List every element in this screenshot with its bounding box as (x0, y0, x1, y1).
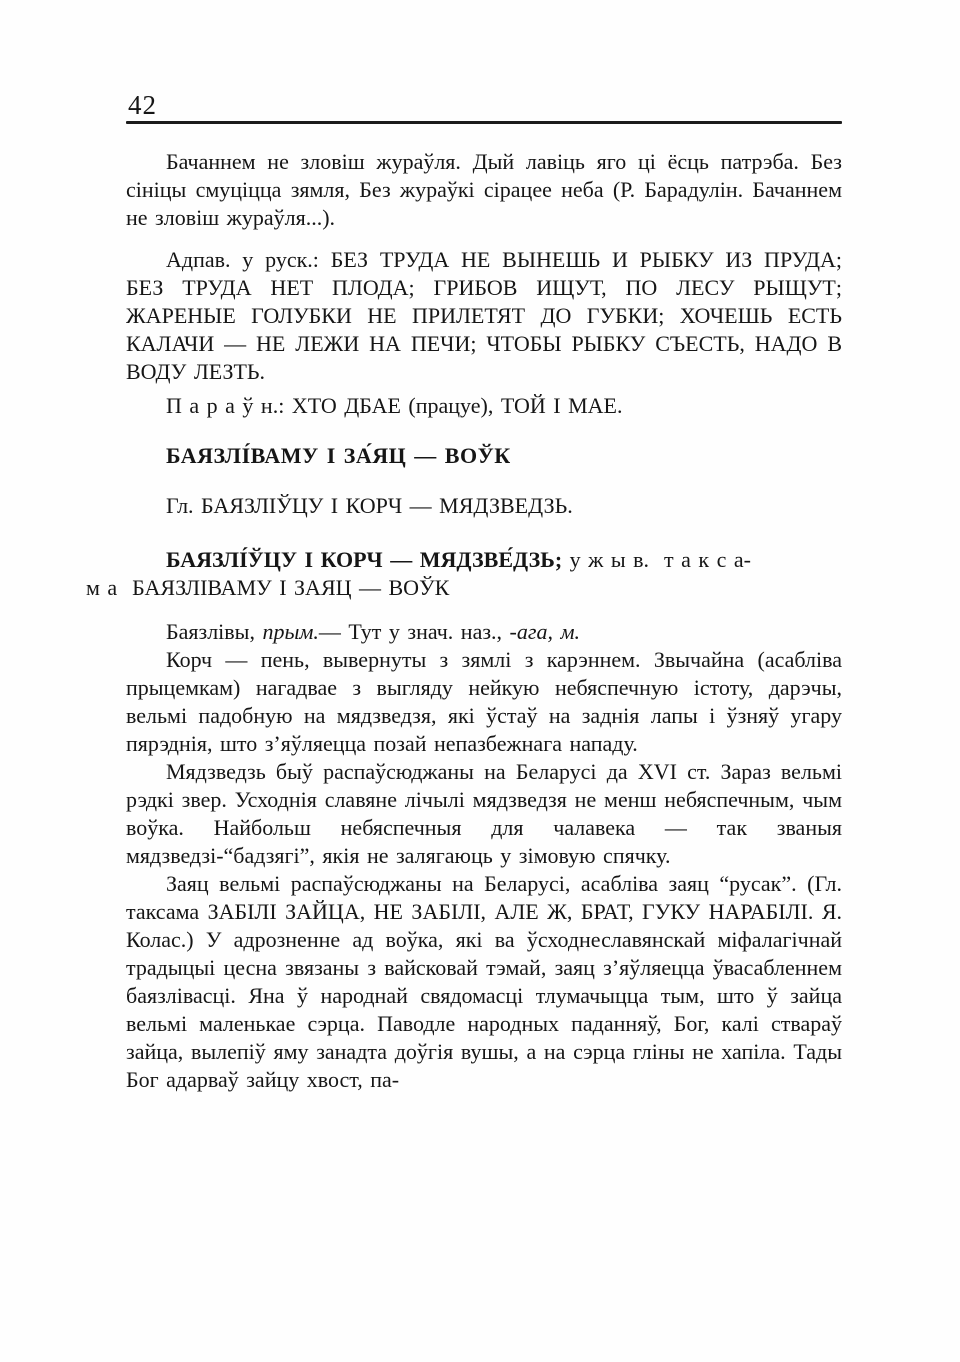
gloss-middle: — Тут у знач. наз., (318, 619, 510, 644)
comparison-line (126, 392, 842, 420)
gloss-ending: -ага, м. (509, 619, 580, 644)
entry-heading-bayazlivamu (126, 442, 842, 470)
gloss-word: Баязлівы, (166, 619, 263, 644)
proverb-quote-paragraph (126, 148, 842, 232)
russian-equivalents-text: БЕЗ ТРУДА НЕ ВЫНЕШЬ И РЫБКУ ИЗ ПРУДА; БЕЗ ТРУДА НЕТ ПЛОДА; ГРИБОВ ИЩУТ, ПО ЛЕСУ РЫЩУТ; ЖАРЕНЫЕ ГОЛУБКИ НЕ ПРИЛЕТЯТ ДО ГУБКИ; ХОЧЕШЬ ЕСТЬ КАЛАЧИ — НЕ ЛЕЖИ НА ПЕЧИ; ЧТОБЫ РЫБКУ СЪЕСТЬ, НАДО В ВОДУ ЛЕЗТЬ. (126, 247, 842, 384)
cross-reference-line (126, 492, 842, 520)
entry-heading-bayazlivamu-text: БАЯЗЛІ́ВАМУ І ЗА́ЯЦ — ВОЎК (166, 443, 511, 468)
cross-reference-text: Гл. БАЯЗЛІЎЦУ І КОРЧ — МЯДЗВЕДЗЬ. (166, 493, 573, 518)
comparison-label: П а р а ў н.: (166, 393, 292, 418)
page-content (86, 90, 842, 1094)
page-number: 42 (128, 90, 157, 120)
text-column (86, 148, 842, 1094)
korch-paragraph (126, 646, 842, 758)
usage-note-line2: м а БАЯЗЛІВАМУ І ЗАЯЦ — ВОЎК (86, 575, 450, 600)
header-rule (126, 121, 842, 124)
hare-paragraph-text: Заяц вельмі распаўсюджаны на Беларусі, асабліва заяц “русак”. (Гл. таксама ЗАБІЛІ ЗАЙЦА, НЕ ЗАБІЛІ, АЛЕ Ж, БРАТ, ГУКУ НАРАБІЛІ. Я. Колас.) У адрозненне ад воўка, які ва ўсходнеславянскай міфалагічнай традыцыі цесна звязаны з вайсковай тэмай, заяц з’яўляецца ўвасабленнем баязлівасці. Яна ў народнай свядомасці тлумачыцца тым, што ў зайца вельмі маленькае сэрца. Паводле народных паданняў, Бог, калі ствараў зайца, вылепіў яму занадта доўгія вушы, а на сэрца гліны не хапіла. Тады Бог адарваў зайцу хвост, па- (126, 871, 842, 1092)
comparison-text: ХТО ДБАЕ (працуе), ТОЙ І МАЕ. (291, 393, 623, 418)
bear-paragraph (126, 758, 842, 870)
russian-equivalents-label: Адпав. у руск.: (166, 247, 331, 272)
korch-paragraph-text: Корч — пень, вывернуты з зямлі з карэннем. Звычайна (асабліва прыцемкам) нагадвае з выгляду нейкую небяспечную істоту, дарэчы, вельмі падобную на мядзведзя, які ўстаў на заднія лапы і ўзняў угару пярэднія, што з’яўляецца позай непазбежнага нападу. (126, 647, 842, 756)
gloss-pos-abbrev: прым. (262, 619, 319, 644)
russian-equivalents-paragraph (126, 246, 842, 386)
entry-heading-bayazliucu-title: БАЯЗЛІ́ЎЦУ І КОРЧ — МЯДЗВЕ́ДЗЬ; (166, 547, 563, 572)
bear-paragraph-text: Мядзведзь быў распаўсюджаны на Беларусі да XVI ст. Зараз вельмі рэдкі звер. Усходнія славяне лічылі мядзведзя не менш небяспечным, чым воўка. Найбольш небяспечныя для чалавека — так званыя мядзведзі-“бадзягі”, якія не залягаюць у зімовую спячку. (126, 759, 842, 868)
usage-note-line1: у ж ы в. т а к с а- (562, 547, 751, 572)
proverb-quote-text: Бачаннем не зловіш жураўля. Дый лавіць яго ці ёсць патрэба. Без сініцы смуціцца зямля, Без жураўкі сірацее неба (Р. Барадулін. Бачаннем не зловіш жураўля...). (126, 149, 842, 230)
entry-heading-bayazliucu (86, 546, 842, 602)
gloss-line (126, 618, 842, 646)
hare-paragraph (126, 870, 842, 1094)
page-header (126, 90, 842, 124)
